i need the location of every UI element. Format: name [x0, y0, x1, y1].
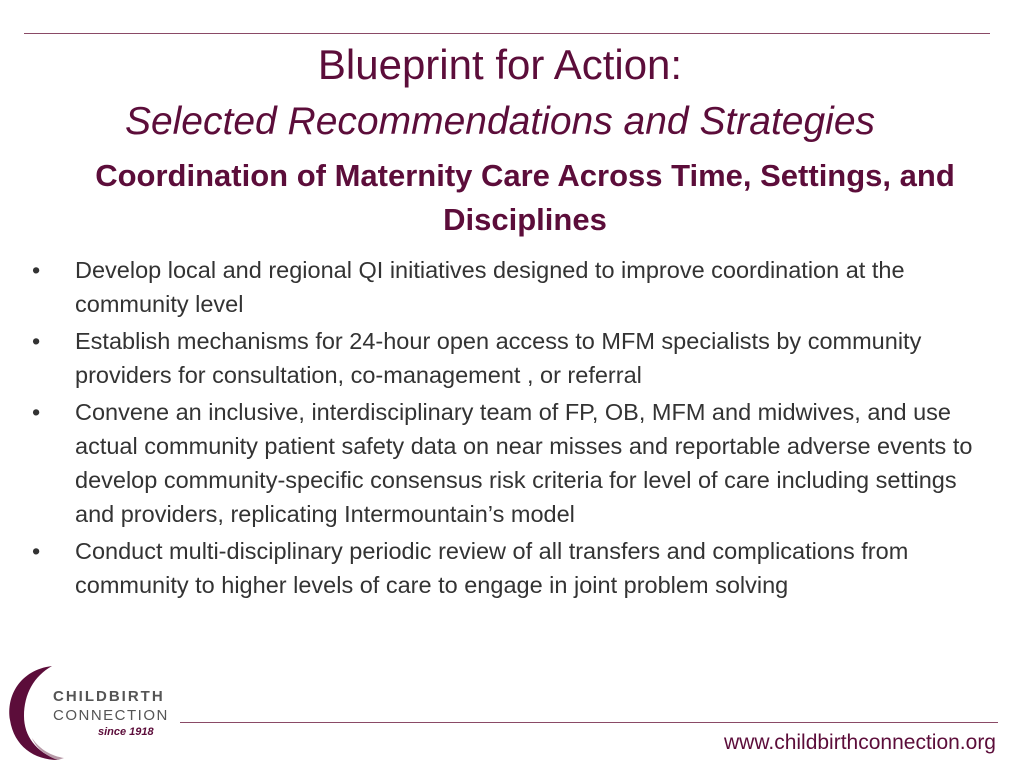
- bullet-item: [32, 534, 992, 602]
- slide-subtitle: Selected Recommendations and Strategies: [124, 100, 876, 143]
- slide-title: Blueprint for Action:: [317, 41, 683, 88]
- bullet-list: [32, 253, 992, 605]
- bullet-text: Conduct multi-disciplinary periodic review of all transfers and complications from community to higher levels of care to engage in joint problem solving: [75, 538, 909, 598]
- bullet-item: [32, 253, 992, 321]
- bullet-text: Convene an inclusive, interdisciplinary team of FP, OB, MFM and midwives, and use actual community patient safety data on near misses and reportable adverse events to develop community-specific consensus risk criteria for level of care including settings and providers, replicating Intermountain’s model: [75, 399, 973, 527]
- bullet-item: [32, 395, 992, 531]
- bullet-item: [32, 324, 992, 392]
- childbirth-connection-logo: [6, 662, 176, 764]
- logo-word-childbirth: CHILDBIRTH: [53, 688, 165, 705]
- logo-word-connection: CONNECTION: [53, 707, 169, 724]
- bullet-icon: •: [32, 257, 41, 283]
- bullet-text: Establish mechanisms for 24-hour open access to MFM specialists by community providers for consultation, co-management , or referral: [75, 328, 922, 388]
- bullet-text: Develop local and regional QI initiatives designed to improve coordination at the community level: [75, 257, 905, 317]
- section-heading: Coordination of Maternity Care Across Time, Settings, and Disciplines: [95, 158, 955, 237]
- footer-url: www.childbirthconnection.org: [724, 731, 996, 754]
- top-divider: [24, 33, 990, 34]
- logo-tagline: since 1918: [98, 726, 154, 738]
- bullet-icon: •: [32, 328, 41, 354]
- bottom-divider: [180, 722, 998, 723]
- bullet-icon: •: [32, 399, 41, 425]
- bullet-icon: •: [32, 538, 41, 564]
